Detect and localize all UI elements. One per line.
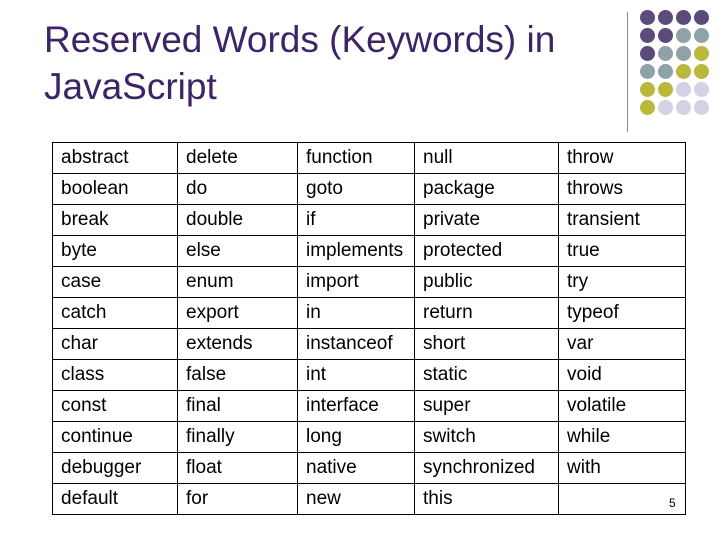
table-row (53, 329, 686, 360)
decorative-dot (640, 64, 655, 79)
table-row (53, 391, 686, 422)
keyword-cell: case (53, 267, 178, 298)
keyword-cell: interface (298, 391, 415, 422)
table-row (53, 143, 686, 174)
keyword-cell: protected (415, 236, 559, 267)
keyword-cell: boolean (53, 174, 178, 205)
keyword-cell: volatile (559, 391, 686, 422)
table-row (53, 453, 686, 484)
table-row (53, 422, 686, 453)
decorative-dot (694, 100, 709, 115)
keyword-cell: abstract (53, 143, 178, 174)
keyword-cell: while (559, 422, 686, 453)
keyword-cell: import (298, 267, 415, 298)
keyword-cell: long (298, 422, 415, 453)
keyword-cell: finally (178, 422, 298, 453)
decorative-dot (694, 28, 709, 43)
table-row (53, 236, 686, 267)
decorative-dot (676, 46, 691, 61)
decorative-dot (658, 10, 673, 25)
keyword-cell: float (178, 453, 298, 484)
keyword-cell: byte (53, 236, 178, 267)
keyword-cell: synchronized (415, 453, 559, 484)
keyword-cell: int (298, 360, 415, 391)
decorative-dot (676, 10, 691, 25)
keyword-cell: false (178, 360, 298, 391)
keyword-cell: true (559, 236, 686, 267)
decorative-dot (658, 64, 673, 79)
keyword-cell: package (415, 174, 559, 205)
decorative-dot (640, 46, 655, 61)
decorative-dot (676, 64, 691, 79)
keyword-cell: new (298, 484, 415, 515)
keyword-cell: else (178, 236, 298, 267)
decorative-dot (676, 28, 691, 43)
keyword-cell: implements (298, 236, 415, 267)
page-number: 5 (669, 496, 676, 510)
decorative-dot (694, 82, 709, 97)
table-row (53, 205, 686, 236)
keyword-cell: native (298, 453, 415, 484)
keyword-cell (559, 484, 686, 515)
keyword-cell: do (178, 174, 298, 205)
decorative-dot (694, 10, 709, 25)
keyword-cell: class (53, 360, 178, 391)
keyword-cell: var (559, 329, 686, 360)
keyword-cell: return (415, 298, 559, 329)
decorative-dot (658, 28, 673, 43)
keyword-cell: delete (178, 143, 298, 174)
keyword-cell: if (298, 205, 415, 236)
decorative-dot (676, 100, 691, 115)
slide-title: Reserved Words (Keywords) in JavaScript (44, 19, 556, 107)
keyword-cell: char (53, 329, 178, 360)
keyword-cell: catch (53, 298, 178, 329)
decorative-dot (694, 46, 709, 61)
title-divider-line (627, 12, 628, 132)
keyword-cell: default (53, 484, 178, 515)
decorative-dot (658, 100, 673, 115)
keyword-cell: enum (178, 267, 298, 298)
keyword-cell: void (559, 360, 686, 391)
keyword-cell: final (178, 391, 298, 422)
keyword-cell: const (53, 391, 178, 422)
decorative-dot (640, 100, 655, 115)
keyword-cell: debugger (53, 453, 178, 484)
keyword-cell: break (53, 205, 178, 236)
decorative-dot (640, 82, 655, 97)
keyword-cell: function (298, 143, 415, 174)
keyword-cell: export (178, 298, 298, 329)
keyword-cell: public (415, 267, 559, 298)
decorative-dot (640, 10, 655, 25)
keyword-cell: switch (415, 422, 559, 453)
keywords-table (52, 142, 686, 515)
keyword-cell: continue (53, 422, 178, 453)
keyword-cell: for (178, 484, 298, 515)
decorative-dot (640, 28, 655, 43)
table-row (53, 298, 686, 329)
keyword-cell: instanceof (298, 329, 415, 360)
keyword-cell: throws (559, 174, 686, 205)
keyword-cell: with (559, 453, 686, 484)
keyword-cell: throw (559, 143, 686, 174)
keyword-cell: null (415, 143, 559, 174)
keyword-cell: static (415, 360, 559, 391)
decorative-dot (694, 64, 709, 79)
table-row (53, 360, 686, 391)
keyword-cell: short (415, 329, 559, 360)
keyword-cell: this (415, 484, 559, 515)
table-row (53, 484, 686, 515)
keyword-cell: transient (559, 205, 686, 236)
keyword-cell: typeof (559, 298, 686, 329)
decorative-dot (676, 82, 691, 97)
table-row (53, 174, 686, 205)
keyword-cell: try (559, 267, 686, 298)
keyword-cell: double (178, 205, 298, 236)
decorative-dot (658, 82, 673, 97)
decorative-dot (658, 46, 673, 61)
keyword-cell: in (298, 298, 415, 329)
table-row (53, 267, 686, 298)
keyword-cell: private (415, 205, 559, 236)
keyword-cell: goto (298, 174, 415, 205)
keyword-cell: extends (178, 329, 298, 360)
keyword-cell: super (415, 391, 559, 422)
